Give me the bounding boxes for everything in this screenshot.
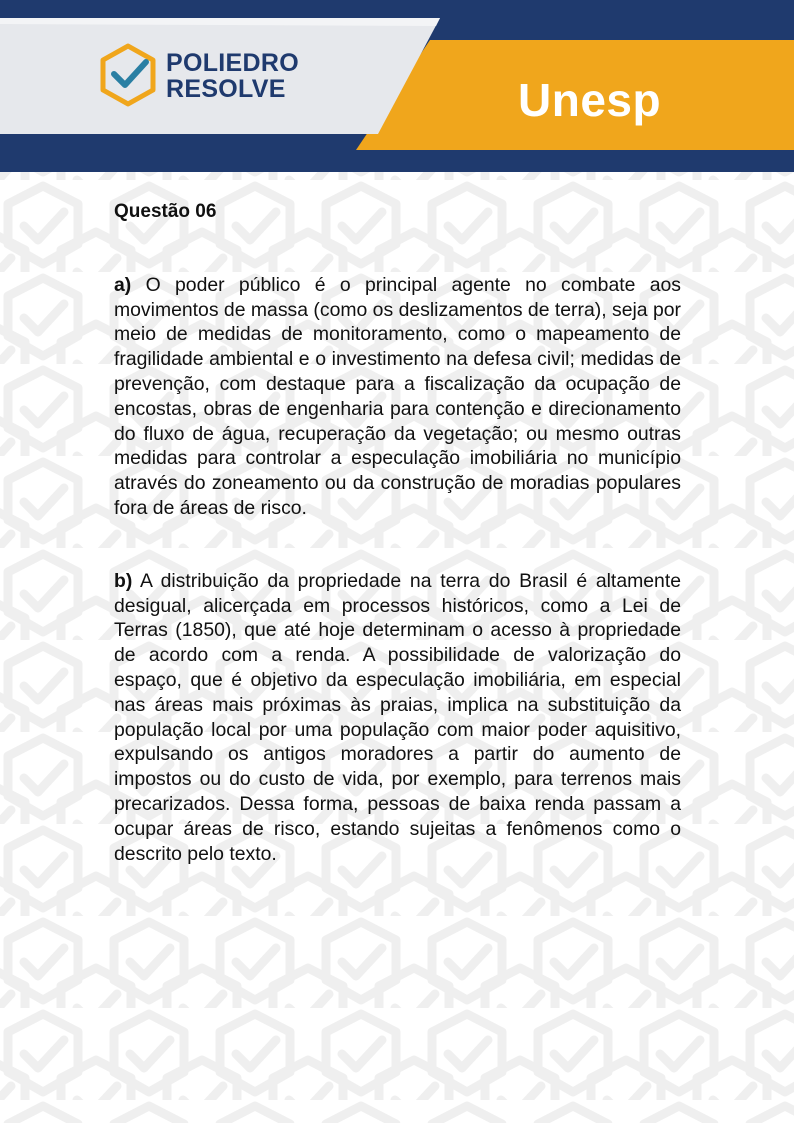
answer-b: [114, 569, 681, 867]
answer-a-text: O poder público é o principal agente no combate aos movimentos de massa (como os deslizamentos de terra), seja por meio de medidas de monitoramento, como o mapeamento de fragilidade ambiental e o investimento na defesa civil; medidas de prevenção, com destaque para a fiscalização da ocupação de encostas, obras de engenharia para contenção e direcionamento do fluxo de água, recuperação da vegetação; ou mesmo outras medidas para controlar a especulação imobiliária no município através do zoneamento ou da construção de moradias populares fora de áreas de risco.: [114, 273, 682, 519]
question-title: Questão 06: [114, 201, 217, 222]
logo-line-2: RESOLVE: [166, 75, 286, 103]
answer-b-text: A distribuição da propriedade na terra do Brasil é altamente desigual, alicerçada em processos históricos, como a Lei de Terras (1850), que até hoje determinam o acesso à propriedade de acordo com a renda. A possibilidade de valorização do espaço, que é objetivo da especulação imobiliária, em especial nas áreas mais próximas às praias, implica na substituição da população local por uma população com maior poder aquisitivo, expulsando os antigos moradores a partir do aumento de impostos ou do custo de vida, por exemplo, para terrenos mais precarizados. Dessa forma, pessoas de baixa renda passam a ocupar áreas de risco, estando sujeitas a fenômenos como o descrito pelo texto.: [114, 569, 681, 865]
answer-a: [114, 273, 681, 521]
answer-b-label: b): [114, 569, 133, 592]
logo-line-1: POLIEDRO: [166, 49, 299, 77]
header-banner: [0, 0, 794, 172]
question-content: [114, 200, 681, 866]
logo-wordmark: [166, 50, 299, 102]
exam-name: Unesp: [518, 74, 662, 126]
answer-a-label: a): [114, 273, 132, 296]
